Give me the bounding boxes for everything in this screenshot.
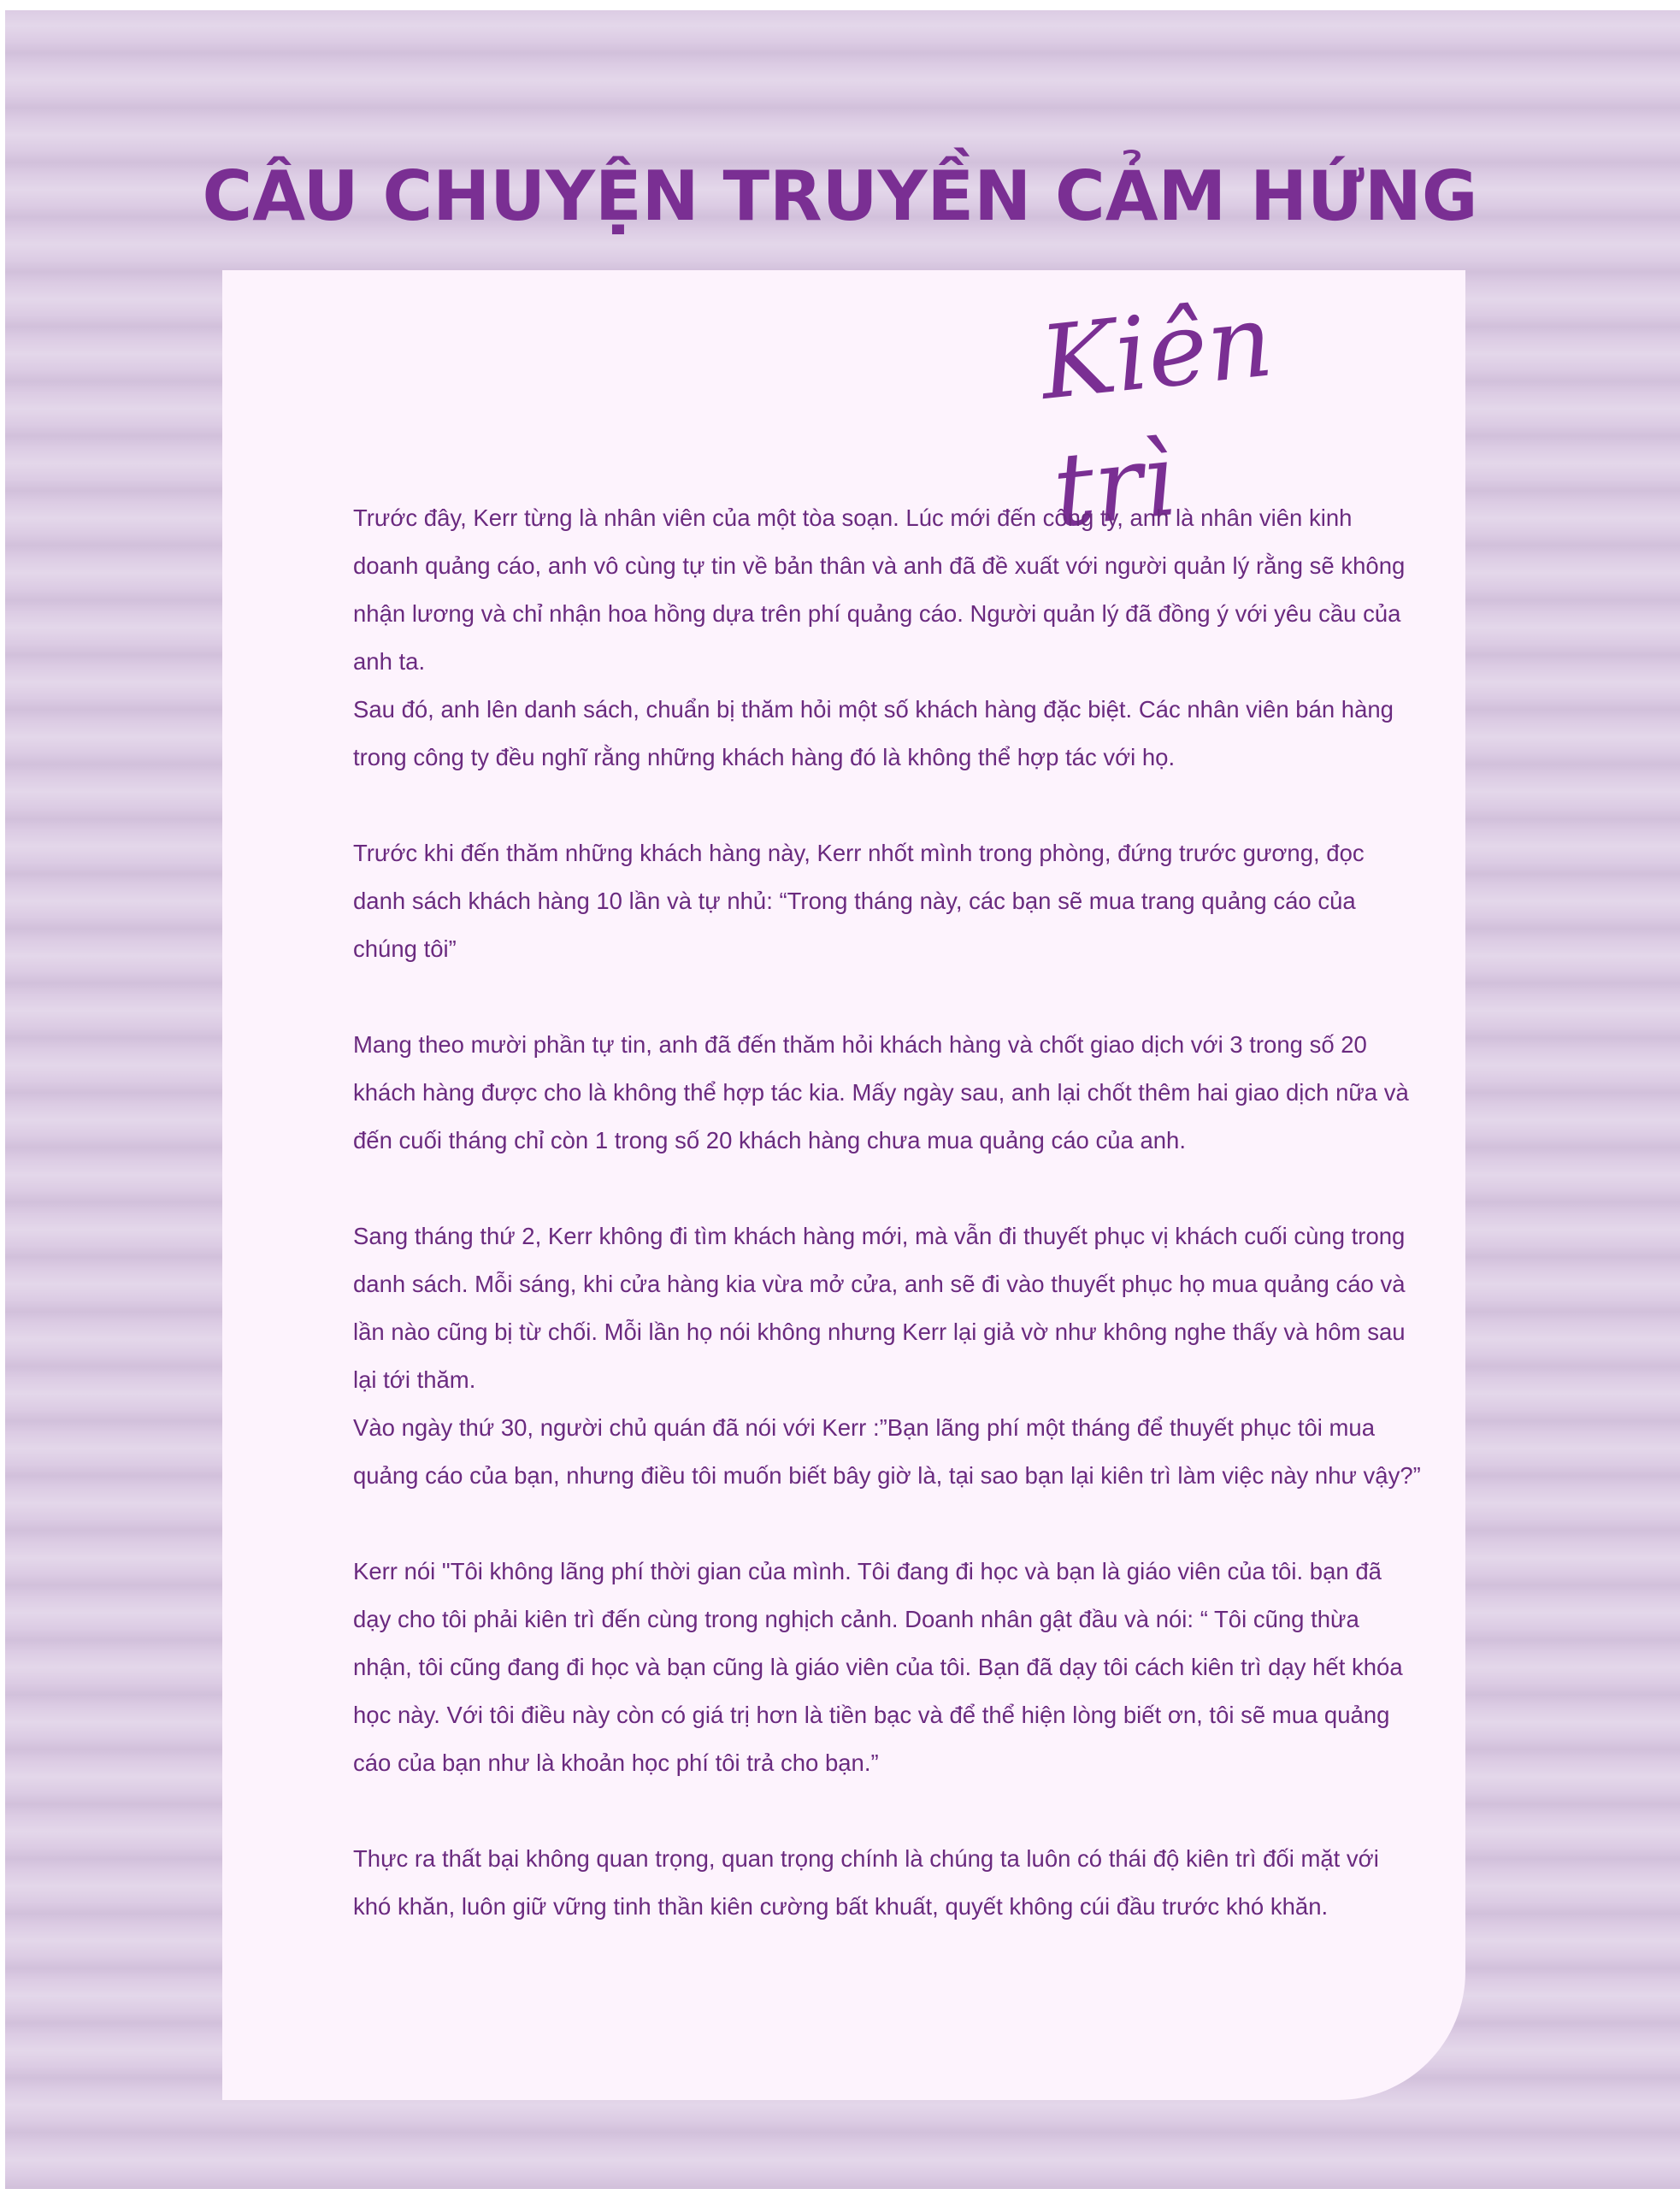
paragraph-spacer	[353, 973, 1422, 1021]
paragraph-spacer	[353, 1500, 1422, 1548]
story-title: Kiên trì	[1034, 280, 1278, 551]
story-paragraph: Thực ra thất bại không quan trọng, quan trọng chính là chúng ta luôn có thái độ kiên trì đối mặt với khó khăn, luôn giữ vững tinh thần kiên cường bất khuất, quyết không cúi đầu trước khó khăn.	[353, 1845, 1379, 1920]
paragraph-spacer	[353, 1787, 1422, 1835]
story-paragraph: Sau đó, anh lên danh sách, chuẩn bị thăm hỏi một số khách hàng đặc biệt. Các nhân viên bán hàng trong công ty đều nghĩ rằng những khách hàng đó là không thể hợp tác với họ.	[353, 696, 1394, 770]
story-paragraph: Kerr nói "Tôi không lãng phí thời gian của mình. Tôi đang đi học và bạn là giáo viên của tôi. bạn đã dạy cho tôi phải kiên trì đến cùng trong nghịch cảnh. Doanh nhân gật đầu và nói: “ Tôi cũng thừa nhận, tôi cũng đang đi học và bạn cũng là giáo viên của tôi. Bạn đã dạy tôi cách kiên trì dạy hết khóa học này. Với tôi điều này còn có giá trị hơn là tiền bạc và để thể hiện lòng biết ơn, tôi sẽ mua quảng cáo của bạn như là khoản học phí tôi trả cho bạn.”	[353, 1558, 1403, 1776]
paragraph-spacer	[353, 1165, 1422, 1213]
story-paragraph: Sang tháng thứ 2, Kerr không đi tìm khách hàng mới, mà vẫn đi thuyết phục vị khách cuối cùng trong danh sách. Mỗi sáng, khi cửa hàng kia vừa mở cửa, anh sẽ đi vào thuyết phục họ mua quảng cáo và lần nào cũng bị từ chối. Mỗi lần họ nói không nhưng Kerr lại giả vờ như không nghe thấy và hôm sau lại tới thăm.	[353, 1223, 1406, 1393]
paragraph-spacer	[353, 782, 1422, 829]
story-paragraph: Trước khi đến thăm những khách hàng này, Kerr nhốt mình trong phòng, đứng trước gương, đọc danh sách khách hàng 10 lần và tự nhủ: “Trong tháng này, các bạn sẽ mua trang quảng cáo của chúng tôi”	[353, 840, 1365, 962]
story-paragraph: Vào ngày thứ 30, người chủ quán đã nói với Kerr :”Bạn lãng phí một tháng để thuyết phục tôi mua quảng cáo của bạn, nhưng điều tôi muốn biết bây giờ là, tại sao bạn lại kiên trì làm việc này như vậy?”	[353, 1414, 1421, 1489]
page-title: CÂU CHUYỆN TRUYỀN CẢM HỨNG	[202, 156, 1478, 236]
story-paragraph: Mang theo mười phần tự tin, anh đã đến thăm hỏi khách hàng và chốt giao dịch với 3 trong số 20 khách hàng được cho là không thể hợp tác kia. Mấy ngày sau, anh lại chốt thêm hai giao dịch nữa và đến cuối tháng chỉ còn 1 trong số 20 khách hàng chưa mua quảng cáo của anh.	[353, 1031, 1409, 1154]
story-body	[353, 494, 1422, 1931]
story-paragraph: Trước đây, Kerr từng là nhân viên của một tòa soạn. Lúc mới đến công ty, anh là nhân viên kinh doanh quảng cáo, anh vô cùng tự tin về bản thân và anh đã đề xuất với người quản lý rằng sẽ không nhận lương và chỉ nhận hoa hồng dựa trên phí quảng cáo. Người quản lý đã đồng ý với yêu cầu của anh ta.	[353, 504, 1406, 675]
